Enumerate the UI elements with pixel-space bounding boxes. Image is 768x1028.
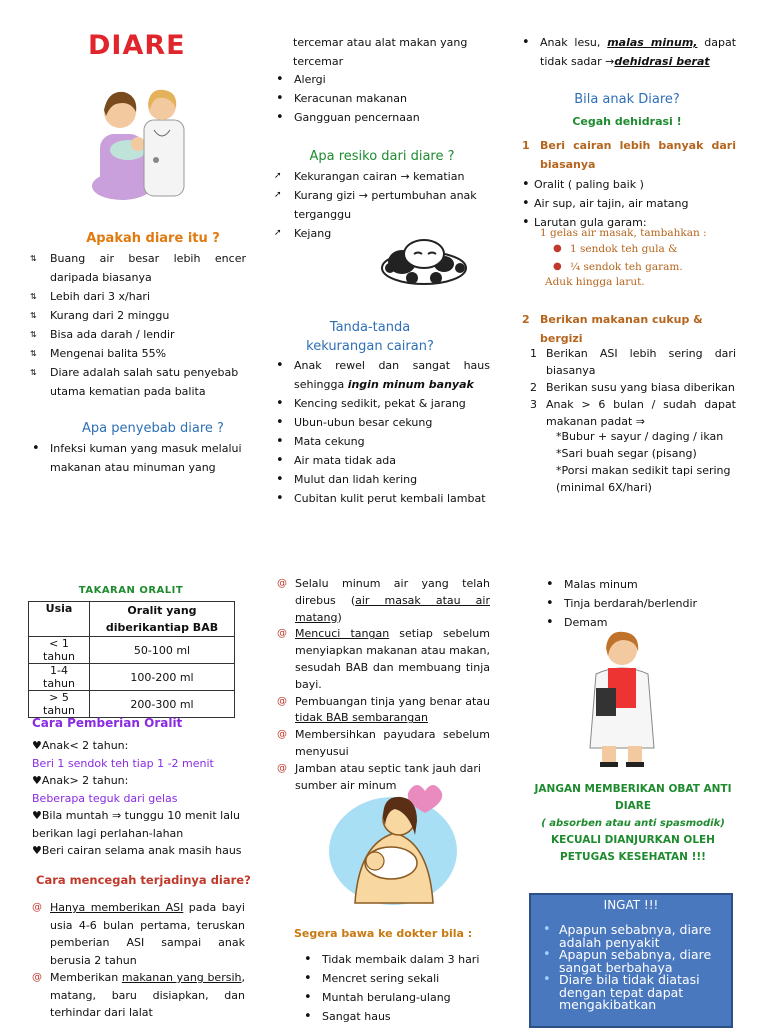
tinja-text: Pembuangan tinja yang benar atau <box>295 694 490 708</box>
table-cell: 100-200 ml <box>90 664 235 691</box>
list-item: • Tidak membaik dalam 3 hari <box>300 950 500 969</box>
list-item: @ Membersihkan payudara sebelum menyusui <box>277 727 490 761</box>
table-header: Oralit yang diberikantiap BAB <box>90 602 235 637</box>
list-item: ⇅ Bisa ada darah / lendir <box>28 325 246 344</box>
list-item: • Infeksi kuman yang masuk melalui makanan atau minuman yang <box>28 439 246 477</box>
doctor-illustration <box>582 628 662 768</box>
lesu-emphasis: malas minum, <box>607 36 698 49</box>
tanda-list <box>272 356 490 508</box>
list-item: • Tinja berdarah/berlendir <box>542 594 732 613</box>
asi-underline: Hanya memberikan ASI <box>50 901 184 914</box>
list-item: • Diare bila tidak diatasi dengan tepat dapat mengakibatkan <box>539 974 731 1012</box>
beri-cairan: ♥Beri cairan selama anak masih haus <box>32 844 242 857</box>
table-cell: 50-100 ml <box>90 637 235 664</box>
makanan-text: Memberikan <box>50 971 122 984</box>
list-item: • Mencret sering sekali <box>300 969 500 988</box>
list-item: • Air sup, air tajin, air matang <box>518 194 736 213</box>
step2-heading: Berikan makanan cukup & bergizi <box>540 313 703 345</box>
penyebab-heading: Apa penyebab diare ? <box>82 421 224 436</box>
rebus-end: ) <box>337 610 342 624</box>
makanan-text-2: , matang, baru disiapkan, dan terhindar dari lalat <box>50 971 245 1019</box>
table-row <box>29 664 235 691</box>
list-item: • Mulut dan lidah kering <box>272 470 490 489</box>
lesu-list <box>518 33 736 71</box>
beri-sendok: Beri 1 sendok teh tiap 1 -2 menit <box>32 756 214 770</box>
lesu-text-2: dapat tidak sadar → <box>540 36 737 68</box>
list-item <box>530 396 736 430</box>
sleepy-cow-illustration <box>372 232 476 288</box>
mencegah-list <box>32 899 245 1022</box>
list-item <box>277 626 490 693</box>
list-item: @ Jamban atau septic tank jauh dari sumber air minum <box>277 761 490 795</box>
pencegahan-list <box>277 576 490 794</box>
list-item: • Alergi <box>272 70 492 89</box>
mencegah-heading: Cara mencegah terjadinya diare? <box>36 873 251 887</box>
item-number: 3 <box>530 398 537 411</box>
jangan-block <box>528 781 738 866</box>
apakah-heading: Apakah diare itu ? <box>86 231 220 246</box>
gula-list <box>550 240 683 276</box>
bila-muntah: ♥Bila muntah ⇒ tunggu 10 menit lalu berikan lagi perlahan-lahan <box>32 809 240 840</box>
cara-heading: Cara Pemberian Oralit <box>32 716 183 730</box>
list-item: ➚ Kurang gizi → pertumbuhan anak terganggu <box>272 186 494 224</box>
list-item <box>277 576 490 626</box>
penyebab-continued: tercemar atau alat makan yang tercemar <box>293 36 468 68</box>
kecuali-note: KECUALI DIANJURKAN OLEH PETUGAS KESEHATAN !!! <box>551 834 715 863</box>
oralit-table <box>28 601 235 718</box>
list-item: • Ubun-ubun besar cekung <box>272 413 490 432</box>
list-item: • Malas minum <box>542 575 732 594</box>
table-row <box>29 691 235 718</box>
list-item <box>530 379 736 396</box>
item-number: 1 <box>530 347 537 360</box>
item-text: Berikan susu yang biasa diberikan <box>546 381 735 394</box>
ingat-title: INGAT !!! <box>603 898 659 912</box>
rebus-underline: air masak atau air matang <box>295 593 490 624</box>
list-item: • Larutan gula garam: <box>518 213 736 232</box>
tanda-heading: Tanda-tanda kekurangan cairan? <box>306 320 434 354</box>
table-cell: > 5 tahun <box>29 691 90 718</box>
jangan-warning: JANGAN MEMBERIKAN OBAT ANTI DIARE <box>534 783 732 812</box>
table-cell: < 1 tahun <box>29 637 90 664</box>
list-item: ⇅ Buang air besar lebih encer daripada biasanya <box>28 249 246 287</box>
gula-line: 1 gelas air masak, tambahkan : <box>540 227 707 239</box>
step2-number: 2 <box>522 313 530 326</box>
penyebab-more-list <box>272 70 492 127</box>
cara-block <box>32 737 242 860</box>
list-item <box>518 33 736 71</box>
doctor-mother-baby-illustration <box>86 82 190 200</box>
table-cell: 1-4 tahun <box>29 664 90 691</box>
list-item <box>277 694 490 728</box>
list-item: *Porsi makan sedikit tapi sering (minimal 6X/hari) <box>556 464 731 494</box>
list-item: • Apapun sebabnya, diare sangat berbahaya <box>539 949 731 974</box>
mother-baby-heart-illustration <box>325 773 465 908</box>
list-item <box>32 899 245 969</box>
anak-gt2: ♥Anak> 2 tahun: <box>32 774 129 787</box>
apakah-list <box>28 249 246 401</box>
list-item: • Keracunan makanan <box>272 89 492 108</box>
ingat-list <box>539 924 731 1012</box>
list-item: • Sangat haus <box>300 1007 500 1026</box>
tinja-underline: tidak BAB sembarangan <box>295 711 428 725</box>
item-number: 2 <box>530 381 537 394</box>
list-item: • Oralit ( paling baik ) <box>518 175 736 194</box>
asi-text: pada bayi usia 4-6 bulan pertama, teruskan pemberian ASI sampai anak berusia 2 tahun <box>50 901 245 967</box>
list-item: • Demam <box>542 613 732 632</box>
list-item: *Sari buah segar (pisang) <box>556 447 697 460</box>
step1-heading: Beri cairan lebih banyak dari biasanya <box>540 139 736 171</box>
absorben-note: ( absorben atau anti spasmodik) <box>541 818 725 829</box>
makanan-underline: makanan yang bersih <box>121 971 242 984</box>
list-item: ⇅ Diare adalah salah satu penyebab utama kematian pada balita <box>28 363 246 401</box>
tanda-emphasis: ingin minum banyak <box>347 378 474 391</box>
list-item <box>272 356 490 394</box>
page-title: DIARE <box>88 30 186 61</box>
lesu-text: Anak lesu, <box>540 36 608 49</box>
step1-number: 1 <box>522 139 530 152</box>
rebus-text: Selalu minum air yang telah direbus ( <box>295 577 490 607</box>
list-item: ➚ Kejang <box>272 224 494 243</box>
dokter-more-list <box>542 575 732 632</box>
gula-bullets: ● ● <box>553 243 562 272</box>
penyebab-list <box>28 439 246 477</box>
cuci-text: setiap sebelum menyiapkan makanan atau makan, sesudah BAB dan membuang tinja bayi. <box>295 627 490 691</box>
list-item: • Kencing sedikit, pekat & jarang <box>272 394 490 413</box>
lesu-dehidrasi: dehidrasi berat <box>614 55 710 68</box>
step2-list <box>530 345 736 430</box>
takaran-title: TAKARAN ORALIT <box>78 585 184 596</box>
list-item: ¼ sendok teh garam. <box>570 261 683 273</box>
list-item: • Apapun sebabnya, diare adalah penyakit <box>539 924 731 949</box>
item-text: Berikan ASI lebih sering dari biasanya <box>546 347 736 377</box>
bila-heading: Bila anak Diare? <box>574 92 680 107</box>
dokter-list <box>300 950 500 1026</box>
list-item: ⇅ Kurang dari 2 minggu <box>28 306 246 325</box>
anak-lt2: ♥Anak< 2 tahun: <box>32 739 129 752</box>
tanda-text: Anak rewel dan sangat haus sehingga <box>294 359 490 391</box>
table-row <box>29 637 235 664</box>
list-item: • Muntah berulang-ulang <box>300 988 500 1007</box>
list-item: 1 sendok teh gula & <box>570 243 678 255</box>
list-item: • Cubitan kulit perut kembali lambat <box>272 489 490 508</box>
aduk-line: Aduk hingga larut. <box>545 276 645 288</box>
list-item <box>32 969 245 1022</box>
food-list <box>556 428 736 496</box>
table-header: Usia <box>29 602 90 637</box>
list-item: • Air mata tidak ada <box>272 451 490 470</box>
list-item <box>530 345 736 379</box>
list-item: *Bubur + sayur / daging / ikan <box>556 430 724 443</box>
list-item: ➚ Kekurangan cairan → kematian <box>272 167 494 186</box>
table-cell: 200-300 ml <box>90 691 235 718</box>
list-item: ⇅ Mengenai balita 55% <box>28 344 246 363</box>
dokter-heading: Segera bawa ke dokter bila : <box>294 927 473 940</box>
list-item: • Mata cekung <box>272 432 490 451</box>
list-item: • Gangguan pencernaan <box>272 108 492 127</box>
cegah-heading: Cegah dehidrasi ! <box>572 115 682 128</box>
resiko-heading: Apa resiko dari diare ? <box>309 149 455 164</box>
beberapa-teguk: Beberapa teguk dari gelas <box>32 791 178 805</box>
ingat-box <box>529 893 733 1028</box>
item-text: Anak > 6 bulan / sudah dapat makanan padat ⇒ <box>546 398 736 428</box>
list-item: ⇅ Lebih dari 3 x/hari <box>28 287 246 306</box>
cuci-underline: Mencuci tangan <box>295 627 390 641</box>
